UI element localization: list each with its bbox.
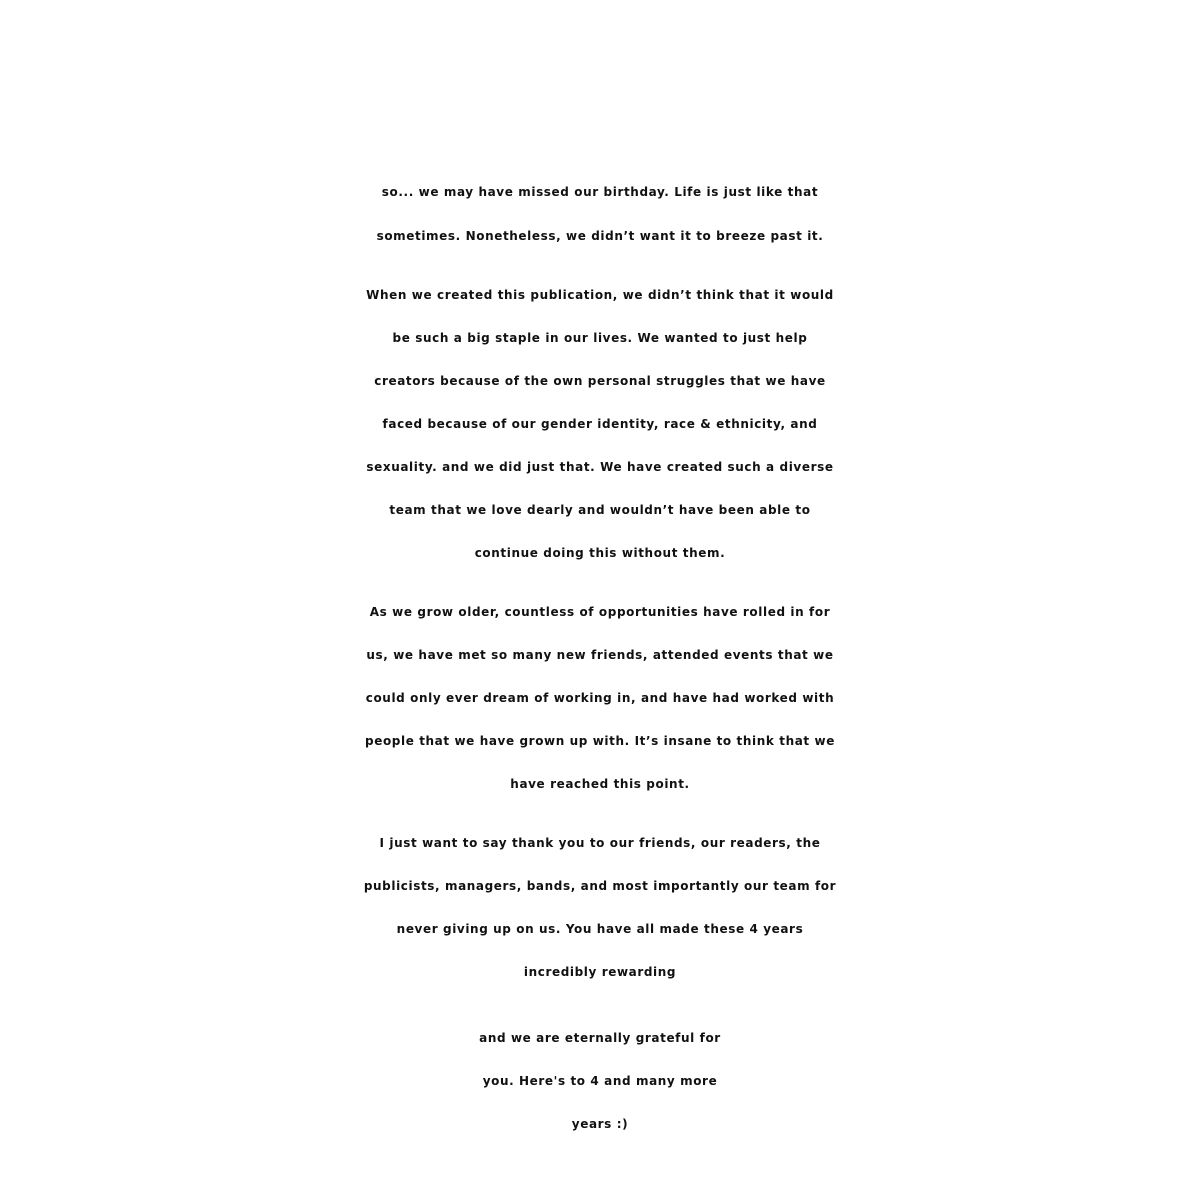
paragraph-3-line-4: people that we have grown up with. It’s insane to think that we (365, 734, 835, 748)
paragraph-3-line-2: us, we have met so many new friends, attended events that we (366, 648, 834, 662)
paragraph-4-line-3: never giving up on us. You have all made these 4 years (396, 922, 804, 936)
paragraph-2-line-1: When we created this publication, we didn’t think that it would (366, 288, 834, 302)
paragraph-5-line-2: you. Here's to 4 and many more (482, 1074, 718, 1088)
paragraph-2-line-4: faced because of our gender identity, race & ethnicity, and (382, 417, 818, 431)
paragraph-4-line-4: incredibly rewarding (523, 965, 677, 979)
paragraph-4-line-2: publicists, managers, bands, and most importantly our team for (363, 879, 837, 893)
paragraph-2-line-6: team that we love dearly and wouldn’t have been able to (389, 503, 811, 517)
paragraph-3-line-3: could only ever dream of working in, and have had worked with (365, 691, 835, 705)
paragraph-3-line-5: have reached this point. (510, 777, 690, 791)
paragraph-2-line-7: continue doing this without them. (474, 546, 726, 560)
paragraph-5-line-3: years :) (571, 1117, 629, 1131)
paragraph-2-line-2: be such a big staple in our lives. We wanted to just help (392, 331, 808, 345)
paragraph-1-line-1: so... we may have missed our birthday. Life is just like that (381, 185, 819, 199)
paragraph-2-line-3: creators because of the own personal struggles that we have (374, 374, 826, 388)
paragraph-4-line-1: I just want to say thank you to our friends, our readers, the (379, 836, 821, 850)
paragraph-2-line-5: sexuality. and we did just that. We have created such a diverse (366, 460, 834, 474)
paragraph-1-line-2: sometimes. Nonetheless, we didn’t want it to breeze past it. (376, 229, 824, 243)
paragraph-3-line-1: As we grow older, countless of opportunities have rolled in for (369, 605, 831, 619)
paragraph-5-line-1: and we are eternally grateful for (479, 1031, 721, 1045)
